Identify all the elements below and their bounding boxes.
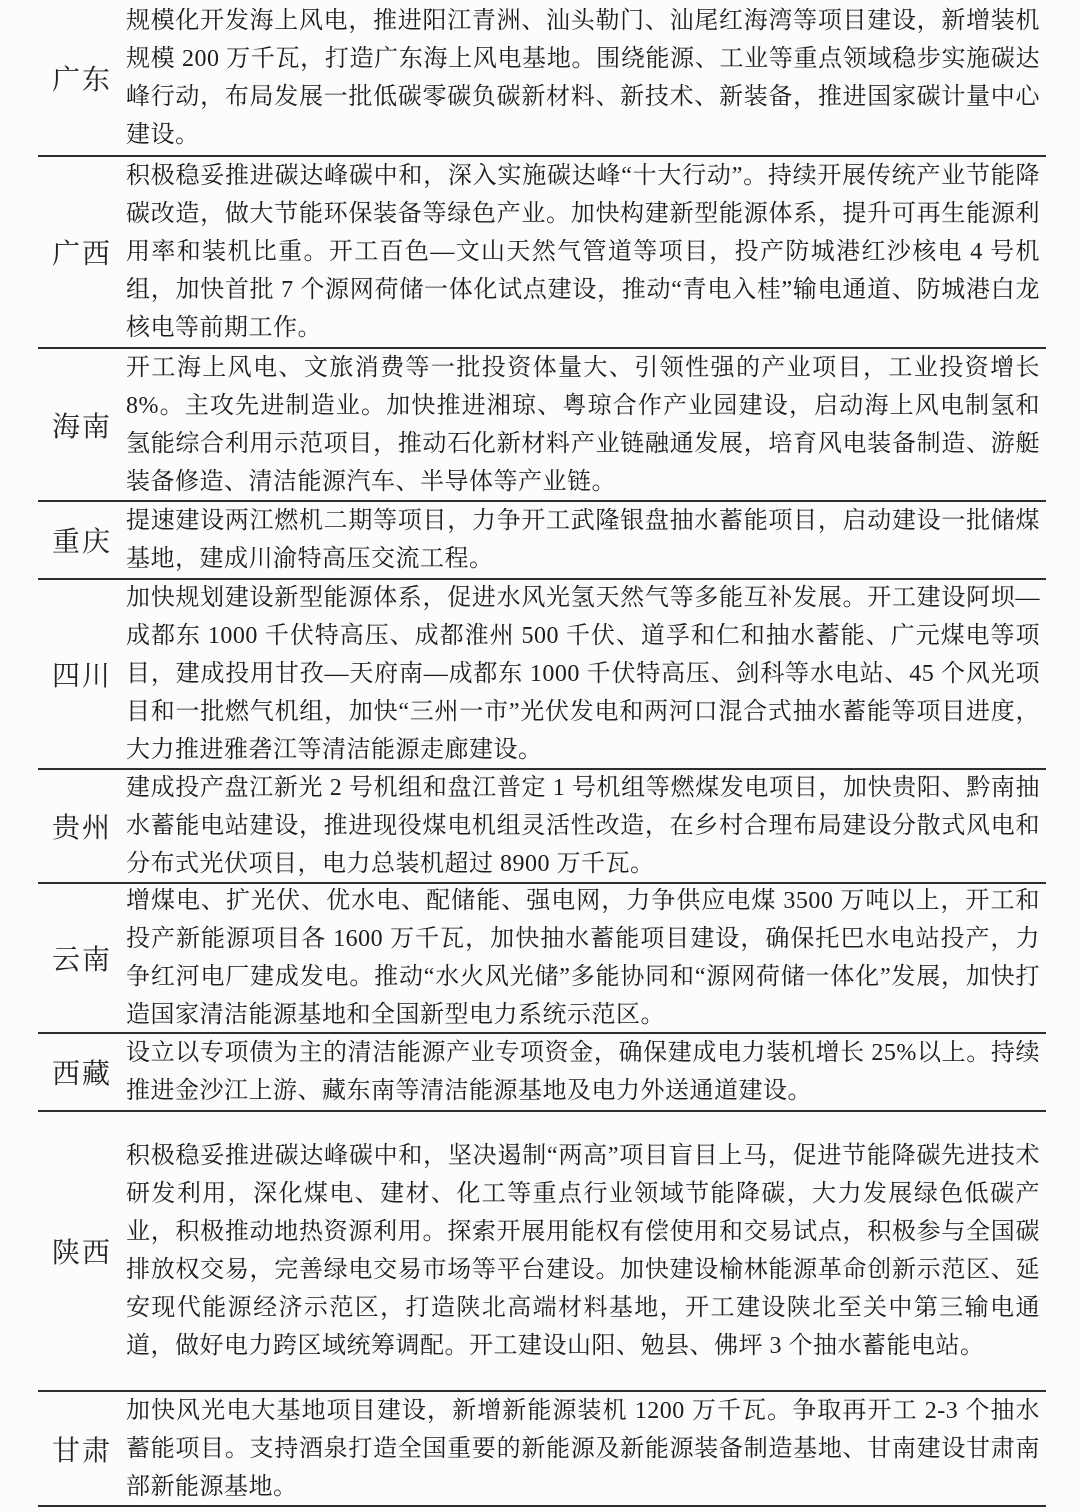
province-description: 积极稳妥推进碳达峰碳中和，坚决遏制“两高”项目盲目上马，促进节能降碳先进技术研发利用，深化煤电、建材、化工等重点行业领域节能降碳，大力发展绿色低碳产业，积极推动地热资源利用。探索开展用能权有偿使用和交易试点，积极参与全国碳排放权交易，完善绿电交易市场等平台建设。加快建设榆林能源革命创新示范区、延安现代能源经济示范区，打造陕北高端材料基地，开工建设陕北至关中第三输电通道，做好电力跨区域统筹调配。开工建设山阳、勉县、佛坪 3 个抽水蓄能电站。 xyxy=(126,1143,1040,1359)
province-label: 贵州 xyxy=(51,813,112,844)
province-description: 开工海上风电、文旅消费等一批投资体量大、引领性强的产业项目，工业投资增长 8%。主攻先进制造业。加快推进湘琼、粤琼合作产业园建设，启动海上风电制氢和氢能综合利用示范项目，推动石化新材料产业链融通发展，培育风电装备制造、游艇装备修造、清洁能源汽车、半导体等产业链。 xyxy=(126,354,1040,495)
province-label: 广西 xyxy=(51,239,112,270)
province-cell xyxy=(38,580,126,768)
table-row xyxy=(38,580,1046,770)
province-cell xyxy=(38,1112,126,1390)
province-label: 四川 xyxy=(51,661,112,692)
description-cell xyxy=(126,0,1046,155)
province-label: 西藏 xyxy=(51,1059,112,1090)
table-row xyxy=(38,502,1046,580)
table-row xyxy=(38,1034,1046,1112)
description-cell xyxy=(126,770,1046,882)
description-cell xyxy=(126,1112,1046,1390)
table-row xyxy=(38,0,1046,157)
table-row xyxy=(38,157,1046,349)
table-row xyxy=(38,1392,1046,1507)
table-row xyxy=(38,770,1046,884)
province-cell xyxy=(38,770,126,882)
table-row xyxy=(38,1112,1046,1392)
province-description: 建成投产盘江新光 2 号机组和盘江普定 1 号机组等燃煤发电项目，加快贵阳、黔南抽水蓄能电站建设，推进现役煤电机组灵活性改造，在乡村合理布局建设分散式风电和分布式光伏项目，电力总装机超过 8900 万千瓦。 xyxy=(126,775,1040,877)
province-description: 加快风光电大基地项目建设，新增新能源装机 1200 万千瓦。争取再开工 2-3 个抽水蓄能项目。支持酒泉打造全国重要的新能源及新能源装备制造基地、甘南建设甘肃南部新能源基地。 xyxy=(126,1397,1040,1500)
province-cell xyxy=(38,0,126,155)
province-label: 海南 xyxy=(51,411,112,443)
province-description: 积极稳妥推进碳达峰碳中和，深入实施碳达峰“十大行动”。持续开展传统产业节能降碳改造，做大节能环保装备等绿色产业。加快构建新型能源体系，提升可再生能源利用率和装机比重。开工百色—文山天然气管道等项目，投产防城港红沙核电 4 号机组，加快首批 7 个源网荷储一体化试点建设，推动“青电入桂”输电通道、防城港白龙核电等前期工作。 xyxy=(126,163,1040,341)
province-cell xyxy=(38,1034,126,1110)
province-description: 加快规划建设新型能源体系，促进水风光氢天然气等多能互补发展。开工建设阿坝—成都东 1000 千伏特高压、成都淮州 500 千伏、道孚和仁和抽水蓄能、广元煤电等项目，建成投用甘孜—天府南—成都东 1000 千伏特高压、剑科等水电站、45 个风光项目和一批燃气机组，加快“三州一市”光伏发电和两河口混合式抽水蓄能等项目进度，大力推进雅砻江等清洁能源走廊建设。 xyxy=(126,585,1040,763)
province-label: 云南 xyxy=(51,945,112,976)
description-cell xyxy=(126,157,1046,347)
province-cell xyxy=(38,1392,126,1505)
province-policy-table xyxy=(38,0,1046,1507)
province-cell xyxy=(38,349,126,500)
description-cell xyxy=(126,1034,1046,1110)
province-description: 增煤电、扩光伏、优水电、配储能、强电网，力争供应电煤 3500 万吨以上，开工和投产新能源项目各 1600 万千瓦，加快抽水蓄能项目建设，确保托巴水电站投产，力争红河电厂建成发电。推动“水火风光储”多能协同和“源网荷储一体化”发展，加快打造国家清洁能源基地和全国新型电力系统示范区。 xyxy=(126,888,1040,1028)
province-label: 广东 xyxy=(51,64,112,96)
province-cell xyxy=(38,502,126,578)
province-cell xyxy=(38,884,126,1032)
description-cell xyxy=(126,502,1046,578)
table-row xyxy=(38,884,1046,1034)
province-description: 设立以专项债为主的清洁能源产业专项资金，确保建成电力装机增长 25%以上。持续推进金沙江上游、藏东南等清洁能源基地及电力外送通道建设。 xyxy=(126,1040,1040,1104)
table-row xyxy=(38,349,1046,502)
province-label: 甘肃 xyxy=(51,1435,112,1467)
description-cell xyxy=(126,1392,1046,1505)
description-cell xyxy=(126,884,1046,1032)
description-cell xyxy=(126,349,1046,500)
province-label: 重庆 xyxy=(51,527,112,558)
description-cell xyxy=(126,580,1046,768)
province-label: 陕西 xyxy=(51,1238,112,1269)
province-cell xyxy=(38,157,126,347)
province-description: 规模化开发海上风电，推进阳江青洲、汕头勒门、汕尾红海湾等项目建设，新增装机规模 200 万千瓦，打造广东海上风电基地。围绕能源、工业等重点领域稳步实施碳达峰行动，布局发展一批低碳零碳负碳新材料、新技术、新装备，推进国家碳计量中心建设。 xyxy=(126,7,1040,148)
province-description: 提速建设两江燃机二期等项目，力争开工武隆银盘抽水蓄能项目，启动建设一批储煤基地，建成川渝特高压交流工程。 xyxy=(126,508,1040,572)
